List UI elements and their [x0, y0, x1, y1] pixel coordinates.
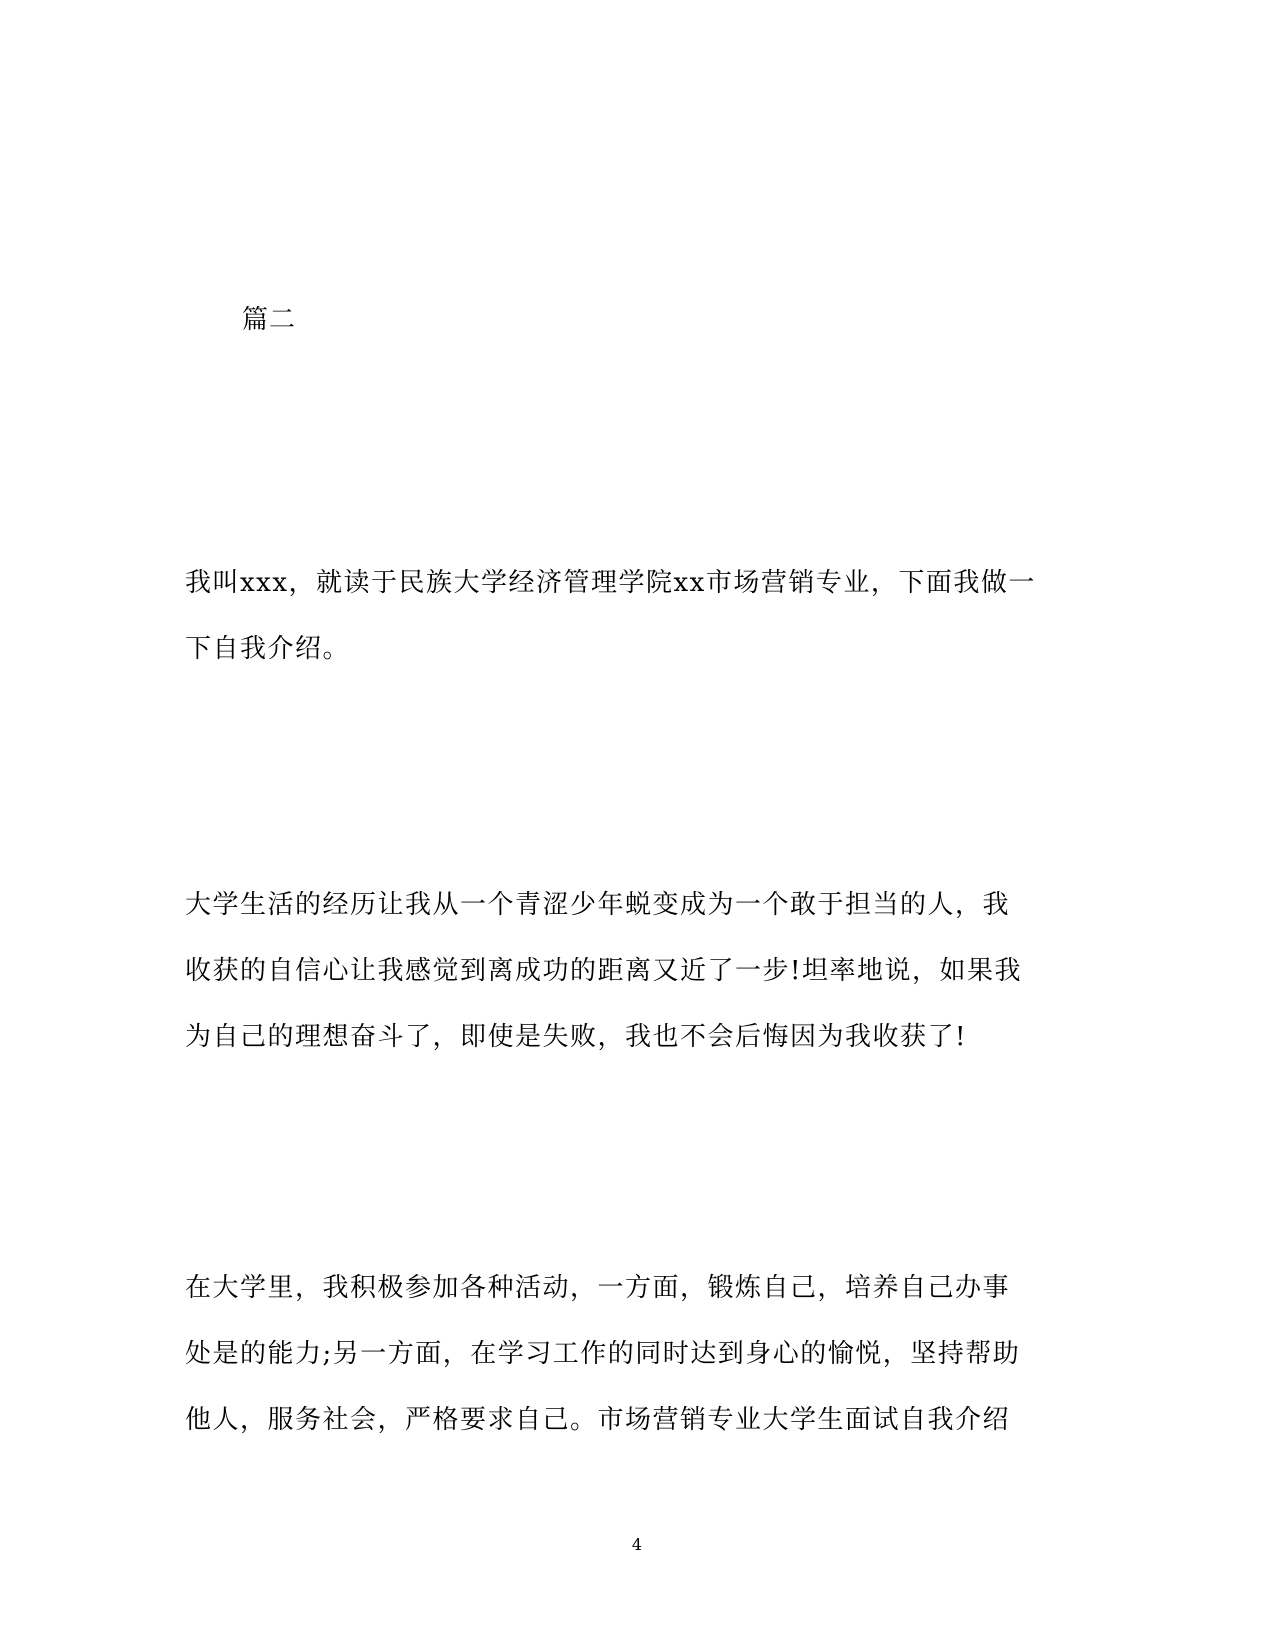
paragraph-line: 大学生活的经历让我从一个青涩少年蜕变成为一个敢于担当的人，我 [185, 890, 1011, 920]
paragraph-activities [185, 1255, 1085, 1453]
page-number: 4 [631, 1535, 643, 1554]
paragraph-line: 他人，服务社会，严格要求自己。市场营销专业大学生面试自我介绍 [185, 1405, 1011, 1435]
paragraph-intro [185, 550, 1085, 682]
paragraph-line: 我叫xxx，就读于民族大学经济管理学院xx市场营销专业，下面我做一 [185, 568, 1036, 598]
paragraph-line: 为自己的理想奋斗了，即使是失败，我也不会后悔因为我收获了! [185, 1022, 967, 1052]
paragraph-line: 在大学里，我积极参加各种活动，一方面，锻炼自己，培养自己办事 [185, 1273, 1011, 1303]
paragraph-university-life [185, 872, 1085, 1070]
paragraph-line: 收获的自信心让我感觉到离成功的距离又近了一步!坦率地说，如果我 [185, 956, 1022, 986]
paragraph-line: 处是的能力;另一方面，在学习工作的同时达到身心的愉悦，坚持帮助 [185, 1339, 1021, 1369]
section-heading: 篇二 [242, 305, 297, 335]
paragraph-line: 下自我介绍。 [185, 634, 351, 664]
